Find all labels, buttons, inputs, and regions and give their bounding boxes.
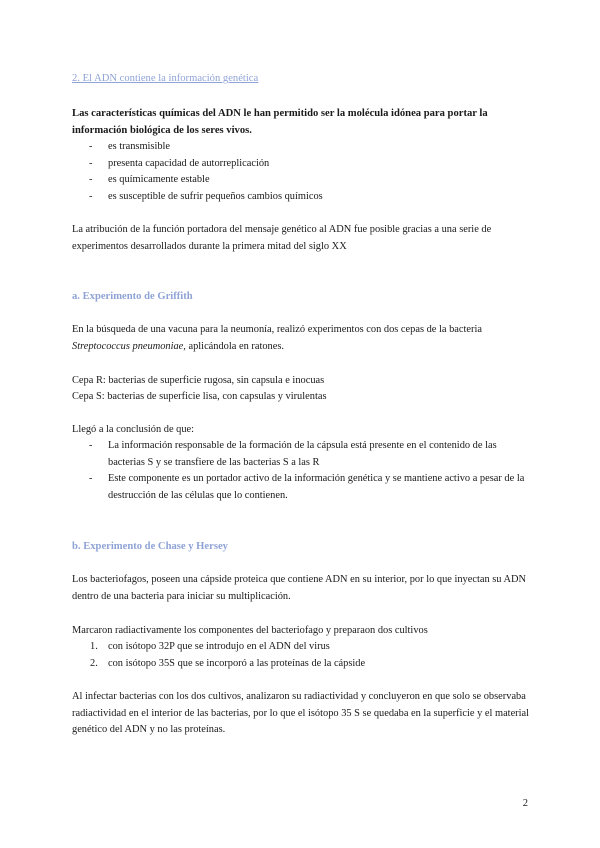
list-item: - es químicamente estable <box>89 174 210 185</box>
intro-paragraph: Las características químicas del ADN le han permitido ser la molécula idónea para portar la información biológica de los seres vivos. <box>72 108 488 136</box>
list-item: - La información responsable de la formación de la cápsula está presente en el contenido de las bacterias S y se transfiere de las bacterias S a las R <box>89 440 497 468</box>
conclusion-label: Llegó a la conclusión de que: <box>72 424 195 435</box>
properties-list <box>72 139 532 205</box>
conclusions-list <box>72 438 532 504</box>
isotope-steps-list <box>72 639 532 672</box>
results-paragraph: Al infectar bacterias con los dos cultivos, analizaron su radiactividad y concluyeron en que solo se observaba radiactividad en el interior de las bacterias, por lo que el isótopo 35 S se quedaba en la superficie y el material genético del ADN y no las proteínas. <box>72 691 530 735</box>
page-number: 2 <box>522 798 528 809</box>
list-item: - es transmisible <box>89 141 171 152</box>
list-item: 2. con isótopo 35S que se incorporó a las proteínas de la cápside <box>90 657 366 669</box>
list-item: - es susceptible de sufrir pequeños cambios químicos <box>89 190 323 202</box>
list-item: - Este componente es un portador activo de la información genética y se mantiene activo a pesar de la destrucción de las células que lo contienen. <box>89 473 525 501</box>
strain-r-line: Cepa R: bacterias de superficie rugosa, sin capsula e inocuas <box>72 375 325 386</box>
section-heading-adn: 2. El ADN contiene la información genética <box>72 73 259 84</box>
marking-label: Marcaron radiactivamente los componentes del bacteriofago y preparaon dos cultivos <box>72 625 428 636</box>
attribution-paragraph: La atribución de la función portadora del mensaje genético al ADN fue posible gracias a una serie de experimentos desarrollados durante la primera mitad del siglo XX <box>72 224 492 252</box>
strain-s-line: Cepa S: bacterias de superficie lisa, con capsulas y virulentas <box>72 391 327 402</box>
griffith-paragraph: En la búsqueda de una vacuna para la neumonía, realizó experimentos con dos cepas de la bacteria Streptococcus pneumoniae, aplicándola en ratones. <box>72 324 482 352</box>
chase-hershey-heading: b. Experimento de Chase y Hersey <box>72 541 228 552</box>
griffith-heading: a. Experimento de Griffith <box>72 291 193 302</box>
species-name: Streptococcus pneumoniae, <box>72 340 186 352</box>
list-item: 1. con isótopo 32P que se introdujo en el ADN del virus <box>90 641 330 652</box>
bacteriophage-paragraph: Los bacteriofagos, poseen una cápside proteica que contiene ADN en su interior, por lo que inyectan su ADN dentro de una bacteria para iniciar su multiplicación. <box>72 574 527 602</box>
list-item: - presenta capacidad de autorreplicación <box>89 157 270 169</box>
